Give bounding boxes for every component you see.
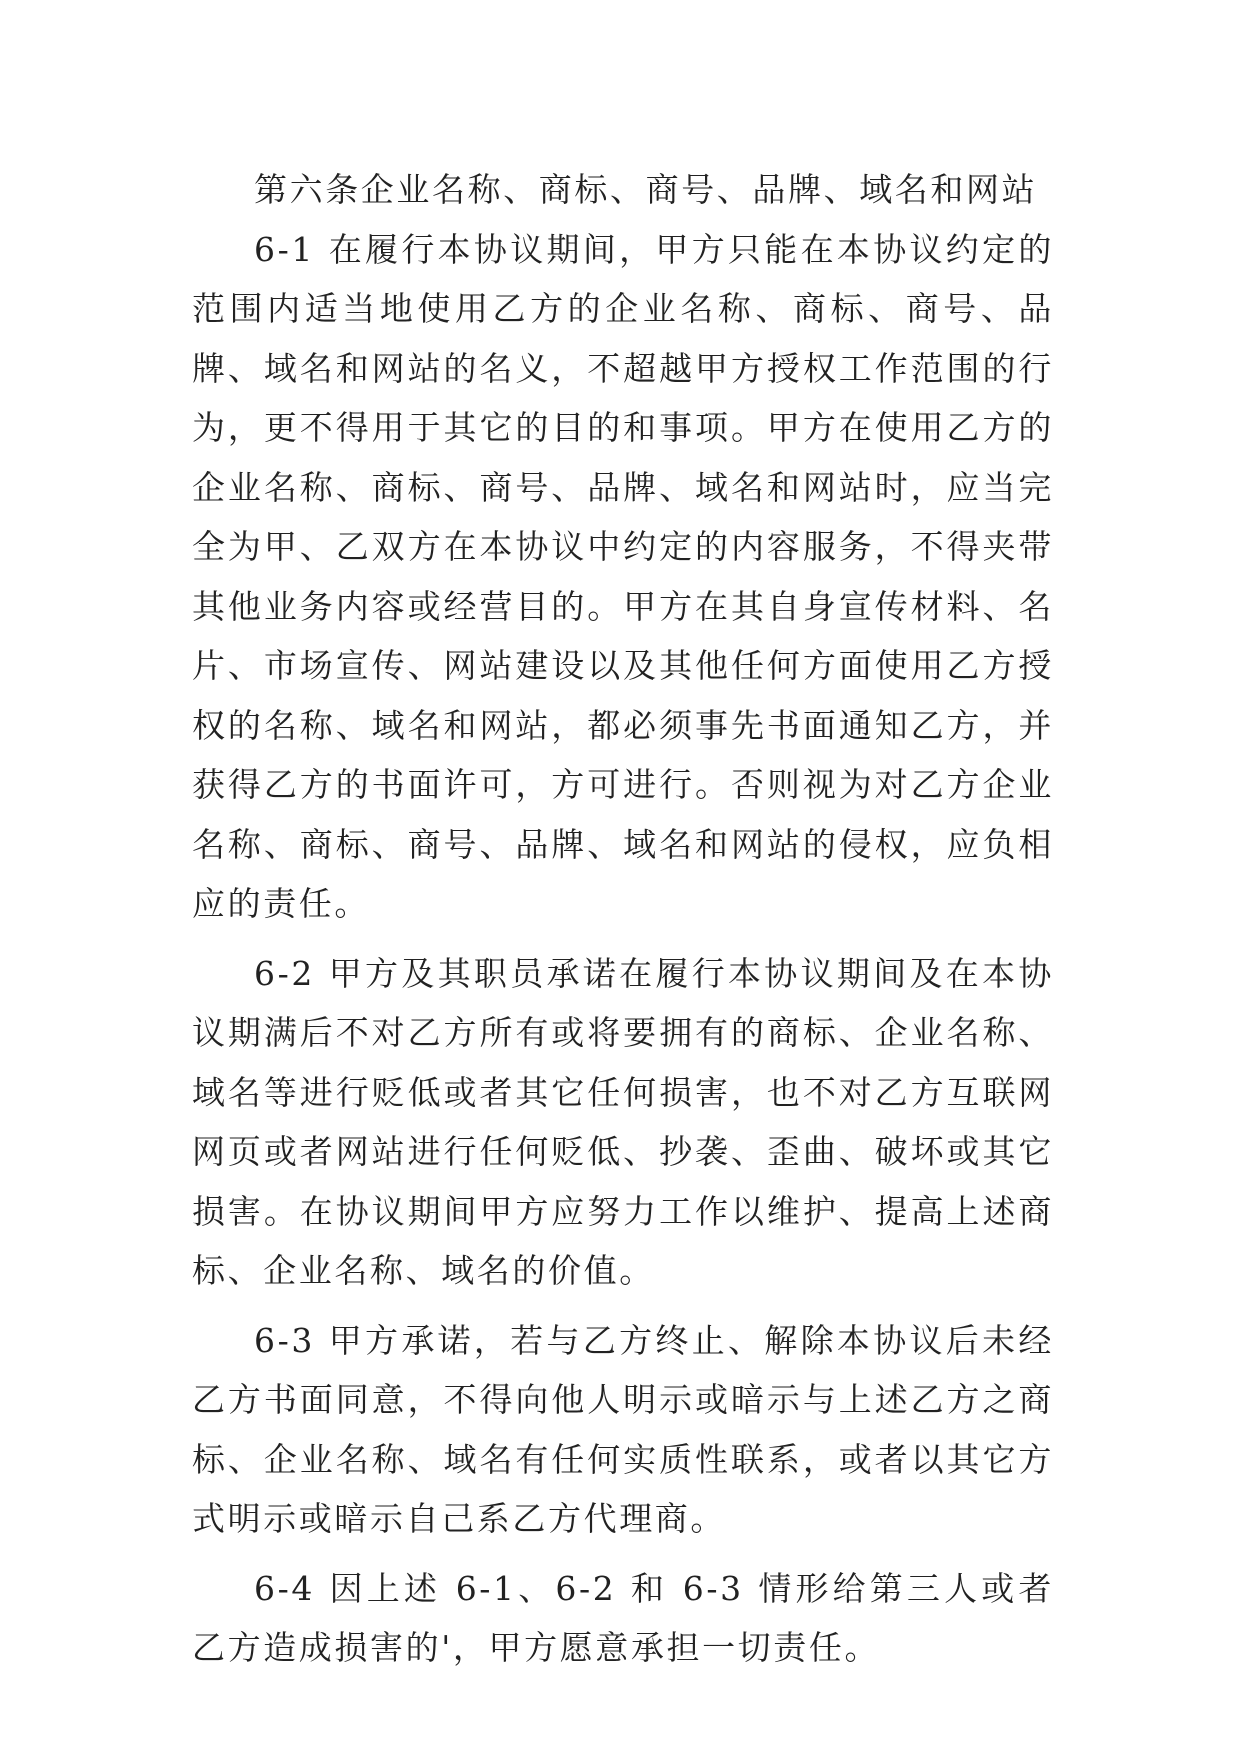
clause-6-4: 6-4 因上述 6-1、6-2 和 6-3 情形给第三人或者乙方造成损害的'，甲方愿意承担一切责任。 (192, 1568, 1054, 1667)
clause-6-3: 6-3 甲方承诺，若与乙方终止、解除本协议后未经乙方书面同意，不得向他人明示或暗示与上述乙方之商标、企业名称、域名有任何实质性联系，或者以其它方式明示或暗示自己系乙方代理商。 (192, 1320, 1054, 1538)
document-body (192, 160, 1054, 1678)
article-heading: 第六条企业名称、商标、商号、品牌、域名和网站 (254, 170, 1038, 209)
clause-6-2: 6-2 甲方及其职员承诺在履行本协议期间及在本协议期满后不对乙方所有或将要拥有的商标、企业名称、域名等进行贬低或者其它任何损害，也不对乙方互联网网页或者网站进行任何贬低、抄袭、歪曲、破坏或其它损害。在协议期间甲方应努力工作以维护、提高上述商标、企业名称、域名的价值。 (192, 953, 1054, 1290)
clause-6-1: 6-1 在履行本协议期间，甲方只能在本协议约定的范围内适当地使用乙方的企业名称、商标、商号、品牌、域名和网站的名义，不超越甲方授权工作范围的行为，更不得用于其它的目的和事项。甲方在使用乙方的企业名称、商标、商号、品牌、域名和网站时，应当完全为甲、乙双方在本协议中约定的内容服务，不得夹带其他业务内容或经营目的。甲方在其自身宣传材料、名片、市场宣传、网站建设以及其他任何方面使用乙方授权的名称、域名和网站，都必须事先书面通知乙方，并获得乙方的书面许可，方可进行。否则视为对乙方企业名称、商标、商号、品牌、域名和网站的侵权，应负相应的责任。 (192, 229, 1054, 923)
